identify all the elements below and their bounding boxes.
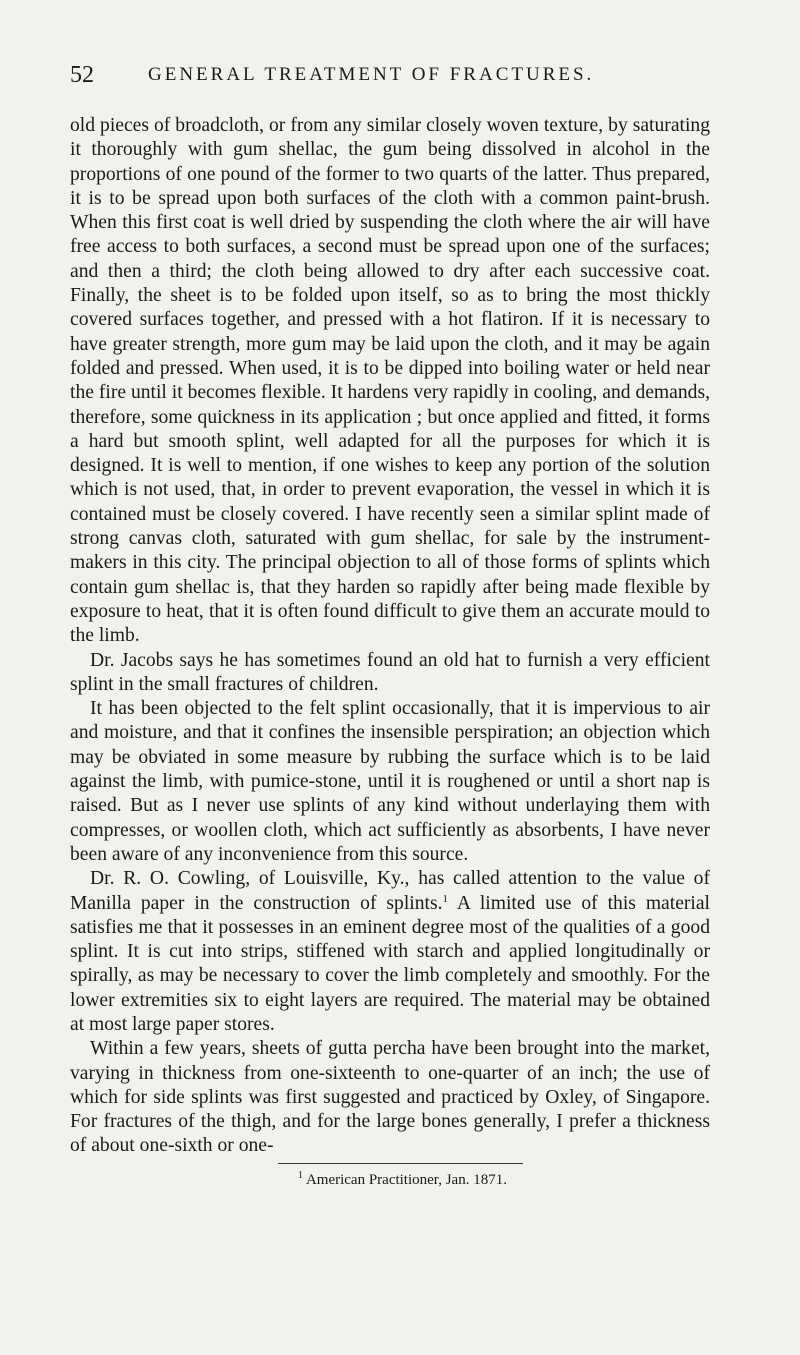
footnote-reference-mark[interactable]: 1 (442, 892, 448, 905)
page-number: 52 (70, 62, 94, 88)
footnote-divider (278, 1163, 523, 1164)
paragraph-jacobs-hat: Dr. Jacobs says he has sometimes found an old hat to furnish a very efficient splint in the small fractures of children. (70, 649, 710, 695)
body-text (70, 114, 710, 1159)
footnote-text: American Practitioner, Jan. 1871. (305, 1172, 507, 1188)
running-head: GENERAL TREATMENT OF FRACTURES. (148, 64, 595, 85)
manilla-text-before-ref: Dr. R. O. Cowling, of Louisville, Ky., has called attention to the value of Manilla paper in the construction of splints. (70, 868, 710, 914)
paragraph-gutta-percha: Within a few years, sheets of gutta percha have been brought into the market, varying in thickness from one-sixteenth to one-quarter of an inch; the use of which for side splints was first suggested and practiced by Oxley, of Singapore. For fractures of the thigh, and for the large bones generally, I prefer a thickness of about one-sixth or one- (70, 1038, 710, 1157)
paragraph-manilla-paper (70, 867, 710, 1037)
paragraph-felt-objection: It has been objected to the felt splint occasionally, that it is impervious to air and moisture, and that it confines the insensible perspiration; an objection which may be obviated in some measure by rubbing the surface which is to be laid against the limb, with pumice-stone, until it is roughened or until a short nap is raised. But as I never use splints of any kind without underlaying them with compresses, or woollen cloth, which act sufficiently as absorbents, I have never been aware of any inconvenience from this source. (70, 698, 710, 865)
page-header (70, 60, 710, 90)
footnote (298, 1170, 507, 1190)
footnote-mark: 1 (298, 1170, 303, 1181)
paragraph-shellac-splint: old pieces of broadcloth, or from any similar closely woven texture, by saturating it thoroughly with gum shellac, the gum being dissolved in alcohol in the proportions of one pound of the former to two quarts of the latter. Thus prepared, it is to be spread upon both surfaces of the cloth with a common paint-brush. When this first coat is well dried by suspending the cloth where the air will have free access to both surfaces, a second must be spread upon one of the surfaces; and then a third; the cloth being allowed to dry after each successive coat. Finally, the sheet is to be folded upon itself, so as to bring the most thickly covered surfaces together, and pressed with a hot flatiron. If it is necessary to have greater strength, more gum may be laid upon the cloth, and it may be again folded and pressed. When used, it is to be dipped into boiling water or held near the fire until it becomes flexible. It hardens very rapidly in cooling, and demands, therefore, some quickness in its application ; but once applied and fitted, it forms a hard but smooth splint, well adapted for all the purposes for which it is designed. It is well to mention, if one wishes to keep any portion of the solution which is not used, that, in order to prevent evaporation, the vessel in which it is contained must be closely covered. I have recently seen a similar splint made of strong canvas cloth, saturated with gum shellac, for sale by the instrument-makers in this city. The principal objection to all of those forms of splints which contain gum shellac is, that they harden so rapidly after being made flexible by exposure to heat, that it is often found difficult to give them an accurate mould to the limb. (70, 115, 710, 647)
manilla-text-after-ref: A limited use of this material satisfies me that it possesses in an eminent degree most of the qualities of a good splint. It is cut into strips, stiffened with starch and applied longitudinally or spirally, as may be necessary to cover the limb completely and smoothly. For the lower extremities six to eight layers are required. The material may be obtained at most large paper stores. (70, 892, 711, 1035)
